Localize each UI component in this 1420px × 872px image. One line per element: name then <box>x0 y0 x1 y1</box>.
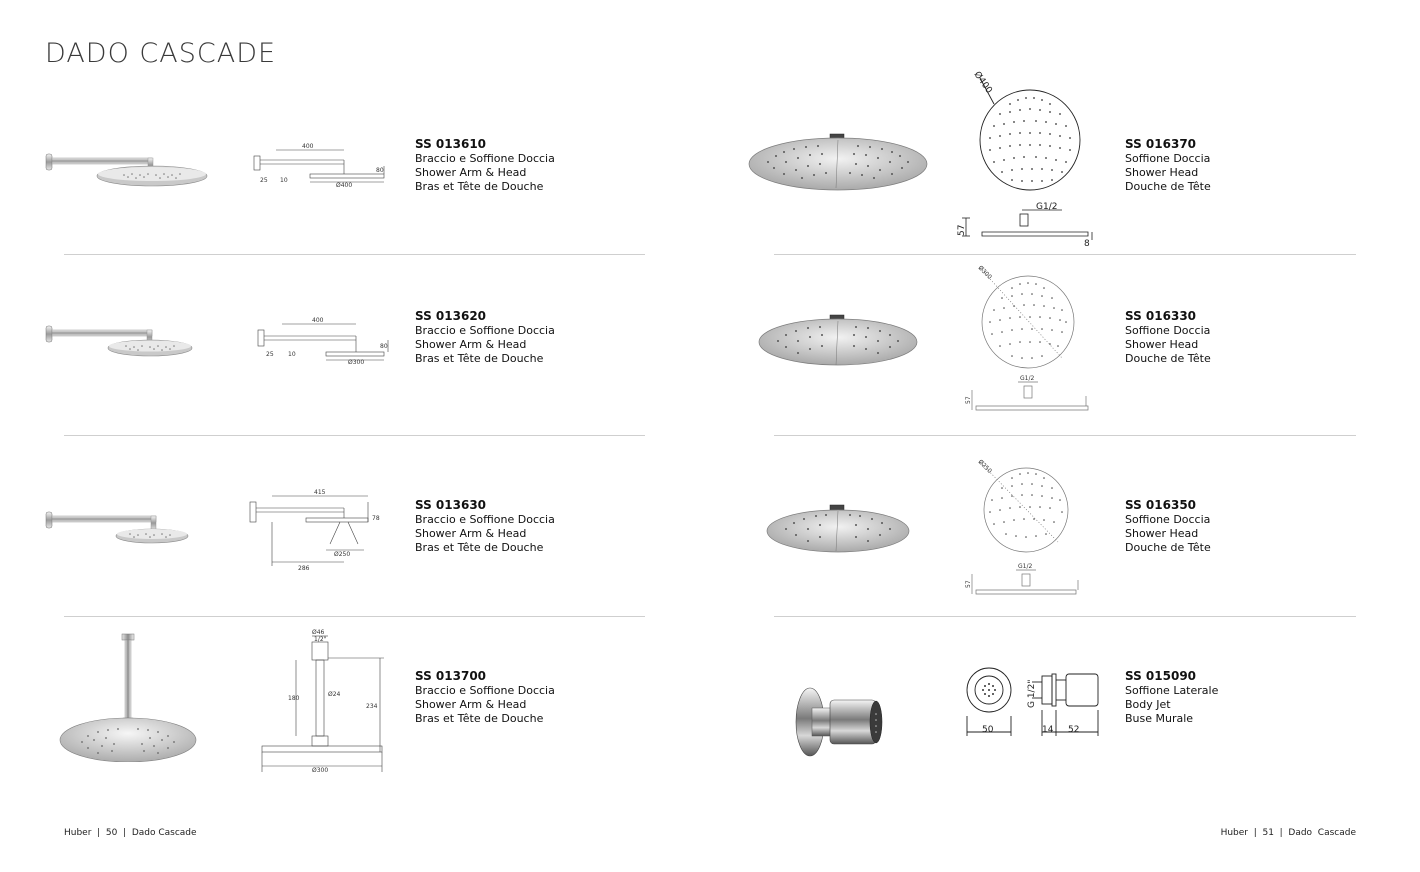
divider <box>64 435 645 436</box>
technical-drawing-013620 <box>252 316 392 366</box>
dim-label: 14 <box>1042 725 1054 735</box>
dim-label: Ø250 <box>334 551 351 558</box>
dim-label: Ø300 <box>312 767 329 774</box>
technical-drawing-016330 <box>962 262 1096 418</box>
product-photo-shower-head-400 <box>748 132 932 194</box>
dim-label: Ø400 <box>336 182 353 188</box>
desc-french: Bras et Tête de Douche <box>415 541 544 554</box>
product-spec <box>1125 137 1211 194</box>
desc-french: Bras et Tête de Douche <box>415 352 544 365</box>
product-spec <box>1125 498 1211 555</box>
dim-label: Ø46 <box>312 629 325 636</box>
desc-french: Douche de Tête <box>1125 352 1211 365</box>
product-spec <box>415 498 555 555</box>
product-code: SS 013610 <box>415 137 487 151</box>
product-spec <box>415 669 555 726</box>
product-spec <box>1125 669 1218 726</box>
technical-drawing-013630 <box>246 488 386 572</box>
dim-label: Ø250 <box>976 458 993 475</box>
desc-french: Douche de Tête <box>1125 541 1211 554</box>
page-title: DADO CASCADE <box>45 38 277 69</box>
desc-italian: Soffione Doccia <box>1125 152 1211 165</box>
technical-drawing-013700 <box>256 628 390 776</box>
product-photo-ceiling-arm-head <box>58 632 200 762</box>
product-code: SS 016370 <box>1125 137 1197 151</box>
product-code: SS 015090 <box>1125 669 1197 683</box>
product-photo-body-jet <box>790 684 886 760</box>
dim-label: 50 <box>982 725 994 735</box>
dim-label: 78 <box>372 515 380 522</box>
product-code: SS 013630 <box>415 498 487 512</box>
divider <box>64 616 645 617</box>
divider <box>64 254 645 255</box>
desc-english: Body Jet <box>1125 698 1171 711</box>
dim-label: G 1/2" <box>1027 679 1037 708</box>
desc-french: Bras et Tête de Douche <box>415 712 544 725</box>
technical-drawing-013610 <box>248 142 388 188</box>
product-spec <box>1125 309 1211 366</box>
desc-french: Buse Murale <box>1125 712 1194 725</box>
desc-english: Shower Arm & Head <box>415 338 527 351</box>
desc-italian: Braccio e Soffione Doccia <box>415 152 555 165</box>
dim-label: 180 <box>288 695 300 702</box>
desc-english: Shower Head <box>1125 338 1199 351</box>
dim-label: 57 <box>957 224 967 236</box>
dim-label: 80 <box>376 167 384 174</box>
desc-english: Shower Arm & Head <box>415 166 527 179</box>
dim-label: 25 <box>266 351 274 358</box>
dim-label: G1/2 <box>1018 563 1033 570</box>
technical-drawing-015090 <box>962 662 1102 744</box>
dim-label: 8 <box>1084 239 1090 248</box>
product-photo-wall-arm-head-250 <box>44 508 194 548</box>
product-spec <box>415 309 555 366</box>
product-photo-wall-arm-head-300 <box>44 322 199 362</box>
product-photo-shower-head-300 <box>758 313 920 369</box>
desc-english: Shower Head <box>1125 166 1199 179</box>
dim-label: 10 <box>280 177 288 184</box>
dim-label: 80 <box>380 343 388 350</box>
desc-french: Bras et Tête de Douche <box>415 180 544 193</box>
dim-label: 286 <box>298 565 310 572</box>
desc-italian: Soffione Laterale <box>1125 684 1219 697</box>
divider <box>774 435 1356 436</box>
desc-italian: Soffione Doccia <box>1125 513 1211 526</box>
dim-label: 400 <box>312 317 324 324</box>
technical-drawing-016350 <box>964 456 1084 606</box>
dim-label: G1/2 <box>1036 202 1058 212</box>
dim-label: 52 <box>1068 725 1080 735</box>
footer-right: Huber | 51 | Dado Cascade <box>1220 828 1356 838</box>
desc-english: Shower Arm & Head <box>415 698 527 711</box>
footer-left: Huber | 50 | Dado Cascade <box>64 828 197 838</box>
product-photo-shower-head-250 <box>766 503 912 555</box>
product-code: SS 013700 <box>415 669 487 683</box>
dim-label: 400 <box>302 143 314 150</box>
dim-label: 1/2" <box>314 636 327 643</box>
desc-english: Shower Head <box>1125 527 1199 540</box>
desc-italian: Braccio e Soffione Doccia <box>415 324 555 337</box>
dim-label: Ø300 <box>348 359 365 366</box>
dim-label: 57 <box>965 396 972 404</box>
technical-drawing-016370 <box>954 64 1096 248</box>
dim-label: 415 <box>314 489 326 496</box>
divider <box>774 616 1356 617</box>
dim-label: Ø24 <box>328 691 341 698</box>
product-photo-wall-arm-head-400 <box>44 148 209 192</box>
desc-italian: Braccio e Soffione Doccia <box>415 513 555 526</box>
dim-label: 10 <box>288 351 296 358</box>
dim-label: Ø400 <box>971 69 994 96</box>
desc-italian: Braccio e Soffione Doccia <box>415 684 555 697</box>
desc-french: Douche de Tête <box>1125 180 1211 193</box>
desc-english: Shower Arm & Head <box>415 527 527 540</box>
dim-label: Ø300 <box>976 264 993 281</box>
product-code: SS 016350 <box>1125 498 1197 512</box>
product-code: SS 016330 <box>1125 309 1197 323</box>
product-spec <box>415 137 555 194</box>
desc-italian: Soffione Doccia <box>1125 324 1211 337</box>
dim-label: 234 <box>366 703 378 710</box>
dim-label: G1/2 <box>1020 375 1035 382</box>
dim-label: 57 <box>965 580 972 588</box>
dim-label: 25 <box>260 177 268 184</box>
product-code: SS 013620 <box>415 309 487 323</box>
divider <box>774 254 1356 255</box>
